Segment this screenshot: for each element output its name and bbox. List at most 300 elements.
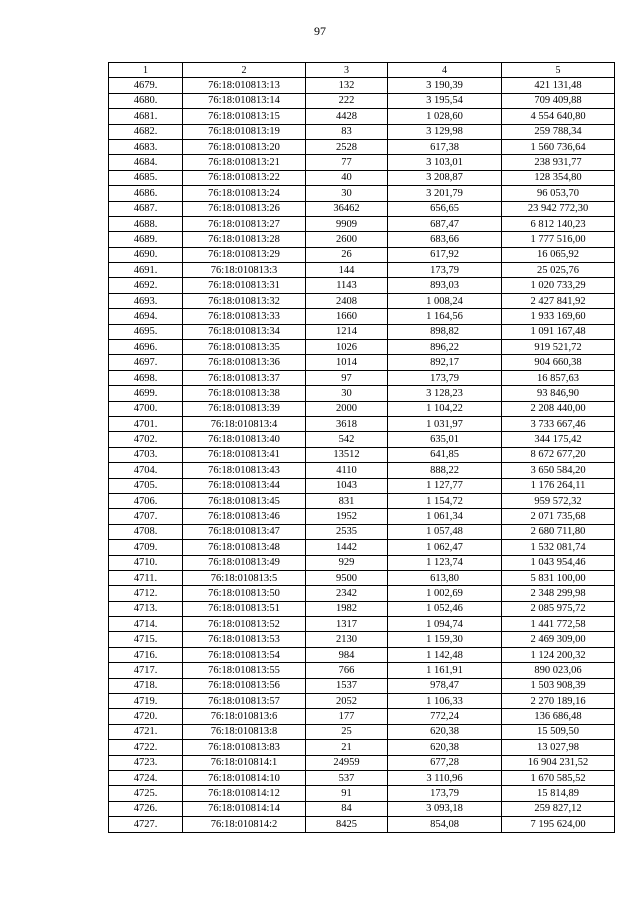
table-cell: 76:18:010813:20 [183,139,306,154]
table-cell: 25 025,76 [502,263,615,278]
table-row [109,370,615,385]
table-row [109,386,615,401]
table-cell: 4722. [109,740,183,755]
table-cell: 1 002,69 [388,586,502,601]
table-cell: 1 159,30 [388,632,502,647]
table-cell: 76:18:010813:8 [183,724,306,739]
table-cell: 3 093,18 [388,801,502,816]
table-row [109,432,615,447]
column-header: 4 [388,63,502,78]
table-cell: 1 164,56 [388,309,502,324]
table-cell: 4724. [109,770,183,785]
table-cell: 2535 [306,524,388,539]
table-cell: 641,85 [388,447,502,462]
table-cell: 3 190,39 [388,78,502,93]
column-header: 1 [109,63,183,78]
table-cell: 4428 [306,109,388,124]
table-cell: 1952 [306,509,388,524]
table-cell: 25 [306,724,388,739]
table-cell: 4695. [109,324,183,339]
table-cell: 3 201,79 [388,186,502,201]
table-cell: 40 [306,170,388,185]
table-cell: 173,79 [388,786,502,801]
table-cell: 4725. [109,786,183,801]
table-cell: 4684. [109,155,183,170]
table-row [109,401,615,416]
table-cell: 4700. [109,401,183,416]
table-cell: 677,28 [388,755,502,770]
table-row [109,139,615,154]
page-number: 97 [314,24,326,38]
table-cell: 2 085 975,72 [502,601,615,616]
table-cell: 2 469 309,00 [502,632,615,647]
table-cell: 76:18:010813:22 [183,170,306,185]
table-cell: 77 [306,155,388,170]
table-row [109,540,615,555]
table-row [109,678,615,693]
table-cell: 76:18:010813:57 [183,694,306,709]
table-cell: 3 129,98 [388,124,502,139]
table-cell: 1 777 516,00 [502,232,615,247]
table-cell: 5 831 100,00 [502,570,615,585]
table-row [109,601,615,616]
table-cell: 76:18:010813:13 [183,78,306,93]
table-cell: 76:18:010813:45 [183,493,306,508]
table-row [109,186,615,201]
table-cell: 4697. [109,355,183,370]
table-cell: 3 650 584,20 [502,463,615,478]
table-cell: 4688. [109,216,183,231]
table-cell: 2000 [306,401,388,416]
table-cell: 893,03 [388,278,502,293]
table-cell: 6 812 140,23 [502,216,615,231]
table-cell: 1 441 772,58 [502,617,615,632]
table-cell: 4689. [109,232,183,247]
table-cell: 1 503 908,39 [502,678,615,693]
table-cell: 4690. [109,247,183,262]
table-cell: 1 532 081,74 [502,540,615,555]
table-cell: 1 560 736,64 [502,139,615,154]
table-cell: 1537 [306,678,388,693]
table-cell: 76:18:010813:28 [183,232,306,247]
table-cell: 1143 [306,278,388,293]
table-cell: 173,79 [388,370,502,385]
table-row [109,109,615,124]
table-cell: 76:18:010813:38 [183,386,306,401]
table-cell: 4708. [109,524,183,539]
table-cell: 76:18:010813:24 [183,186,306,201]
table-cell: 1660 [306,309,388,324]
table-cell: 76:18:010813:47 [183,524,306,539]
table-row [109,493,615,508]
table-cell: 76:18:010814:14 [183,801,306,816]
table-cell: 4727. [109,817,183,832]
table-cell: 76:18:010813:50 [183,586,306,601]
table-cell: 635,01 [388,432,502,447]
table-cell: 30 [306,186,388,201]
table-cell: 4718. [109,678,183,693]
table-cell: 1 094,74 [388,617,502,632]
table-cell: 93 846,90 [502,386,615,401]
table-cell: 4723. [109,755,183,770]
table-cell: 537 [306,770,388,785]
table-cell: 4687. [109,201,183,216]
table-cell: 1 142,48 [388,647,502,662]
table-cell: 16 065,92 [502,247,615,262]
cadastral-table [108,62,615,833]
table-cell: 238 931,77 [502,155,615,170]
table-cell: 542 [306,432,388,447]
table-cell: 76:18:010813:36 [183,355,306,370]
table-cell: 3 110,96 [388,770,502,785]
table-cell: 4712. [109,586,183,601]
table-cell: 4694. [109,309,183,324]
table-cell: 3 733 667,46 [502,416,615,431]
table-row [109,663,615,678]
table-cell: 2 270 189,16 [502,694,615,709]
table-cell: 76:18:010813:39 [183,401,306,416]
table-cell: 76:18:010813:5 [183,570,306,585]
table-cell: 23 942 772,30 [502,201,615,216]
table-cell: 76:18:010813:46 [183,509,306,524]
table-cell: 2 208 440,00 [502,401,615,416]
table-cell: 1026 [306,340,388,355]
table-cell: 4 554 640,80 [502,109,615,124]
table-cell: 1442 [306,540,388,555]
table-cell: 1 933 169,60 [502,309,615,324]
table-cell: 1 043 954,46 [502,555,615,570]
table-cell: 4682. [109,124,183,139]
table-cell: 4706. [109,493,183,508]
table-body [109,63,615,833]
table-cell: 4719. [109,694,183,709]
table-cell: 683,66 [388,232,502,247]
table-cell: 896,22 [388,340,502,355]
table-cell: 617,38 [388,139,502,154]
table-cell: 76:18:010813:29 [183,247,306,262]
table-cell: 76:18:010813:19 [183,124,306,139]
table-cell: 83 [306,124,388,139]
table-cell: 8425 [306,817,388,832]
table-cell: 4680. [109,93,183,108]
table-row [109,216,615,231]
table-row [109,755,615,770]
table-cell: 4715. [109,632,183,647]
table-cell: 4714. [109,617,183,632]
table-cell: 4707. [109,509,183,524]
table-row [109,247,615,262]
table-cell: 3618 [306,416,388,431]
column-header: 3 [306,63,388,78]
table-row [109,201,615,216]
table-cell: 620,38 [388,740,502,755]
table-cell: 2 680 711,80 [502,524,615,539]
table-cell: 76:18:010813:53 [183,632,306,647]
table-cell: 1 123,74 [388,555,502,570]
table-row [109,786,615,801]
table-cell: 76:18:010813:83 [183,740,306,755]
table-cell: 929 [306,555,388,570]
table-cell: 4711. [109,570,183,585]
table-cell: 96 053,70 [502,186,615,201]
table-cell: 76:18:010813:32 [183,293,306,308]
column-header: 5 [502,63,615,78]
table-cell: 4696. [109,340,183,355]
table-row [109,740,615,755]
table-cell: 1043 [306,478,388,493]
table-row [109,416,615,431]
table-cell: 890 023,06 [502,663,615,678]
table-cell: 4702. [109,432,183,447]
table-cell: 8 672 677,20 [502,447,615,462]
table-cell: 9500 [306,570,388,585]
table-row [109,709,615,724]
table-row [109,170,615,185]
table-cell: 76:18:010813:27 [183,216,306,231]
table-cell: 898,82 [388,324,502,339]
table-cell: 76:18:010813:52 [183,617,306,632]
table-cell: 4726. [109,801,183,816]
table-cell: 959 572,32 [502,493,615,508]
table-row [109,770,615,785]
table-cell: 76:18:010813:56 [183,678,306,693]
table-cell: 2 071 735,68 [502,509,615,524]
table-cell: 4686. [109,186,183,201]
table-cell: 4681. [109,109,183,124]
table-row [109,124,615,139]
table-cell: 26 [306,247,388,262]
table-cell: 3 208,87 [388,170,502,185]
table-cell: 76:18:010813:4 [183,416,306,431]
table-cell: 2 427 841,92 [502,293,615,308]
table-row [109,309,615,324]
table-cell: 4717. [109,663,183,678]
table-row [109,293,615,308]
table-cell: 1 008,24 [388,293,502,308]
table-cell: 4685. [109,170,183,185]
table-cell: 76:18:010813:6 [183,709,306,724]
table-cell: 15 509,50 [502,724,615,739]
table-row [109,509,615,524]
table-row [109,586,615,601]
table-cell: 30 [306,386,388,401]
table-cell: 854,08 [388,817,502,832]
table-row [109,263,615,278]
table-cell: 76:18:010814:1 [183,755,306,770]
table-row [109,355,615,370]
table-cell: 1014 [306,355,388,370]
table-cell: 4721. [109,724,183,739]
table-cell: 76:18:010813:41 [183,447,306,462]
table-row [109,463,615,478]
table-cell: 613,80 [388,570,502,585]
table-cell: 97 [306,370,388,385]
table-cell: 978,47 [388,678,502,693]
table-cell: 1 091 167,48 [502,324,615,339]
table-cell: 173,79 [388,263,502,278]
table-cell: 76:18:010813:33 [183,309,306,324]
table-row [109,232,615,247]
table-cell: 919 521,72 [502,340,615,355]
table-cell: 1 106,33 [388,694,502,709]
table-cell: 76:18:010813:48 [183,540,306,555]
table-cell: 772,24 [388,709,502,724]
table-cell: 15 814,89 [502,786,615,801]
table-cell: 1317 [306,617,388,632]
table-cell: 1 028,60 [388,109,502,124]
table-cell: 1 031,97 [388,416,502,431]
table-cell: 36462 [306,201,388,216]
table-cell: 1 124 200,32 [502,647,615,662]
table-cell: 904 660,38 [502,355,615,370]
table-cell: 2528 [306,139,388,154]
column-header: 2 [183,63,306,78]
table-cell: 4716. [109,647,183,662]
table-cell: 3 103,01 [388,155,502,170]
table-cell: 24959 [306,755,388,770]
table-cell: 1 057,48 [388,524,502,539]
table-cell: 617,92 [388,247,502,262]
table-row [109,724,615,739]
table-cell: 1214 [306,324,388,339]
table-cell: 21 [306,740,388,755]
table-cell: 76:18:010813:21 [183,155,306,170]
table-row [109,801,615,816]
table-cell: 76:18:010813:14 [183,93,306,108]
table-cell: 76:18:010813:40 [183,432,306,447]
table-row [109,78,615,93]
table-cell: 9909 [306,216,388,231]
table-cell: 16 904 231,52 [502,755,615,770]
table-cell: 2 348 299,98 [502,586,615,601]
table-cell: 13512 [306,447,388,462]
table-cell: 84 [306,801,388,816]
table-cell: 76:18:010813:37 [183,370,306,385]
table-cell: 4713. [109,601,183,616]
table-cell: 4693. [109,293,183,308]
table-row [109,324,615,339]
table-cell: 76:18:010813:35 [183,340,306,355]
table-cell: 76:18:010814:12 [183,786,306,801]
table-cell: 76:18:010813:51 [183,601,306,616]
table-cell: 1 062,47 [388,540,502,555]
table-cell: 4705. [109,478,183,493]
table-cell: 4691. [109,263,183,278]
table-cell: 76:18:010813:3 [183,263,306,278]
table-cell: 132 [306,78,388,93]
table-cell: 222 [306,93,388,108]
table-cell: 76:18:010813:26 [183,201,306,216]
table-cell: 76:18:010814:2 [183,817,306,832]
table-cell: 1 061,34 [388,509,502,524]
table-row [109,647,615,662]
table-cell: 4692. [109,278,183,293]
table-row [109,694,615,709]
table-cell: 2408 [306,293,388,308]
table-cell: 7 195 624,00 [502,817,615,832]
table-cell: 144 [306,263,388,278]
table-cell: 259 788,34 [502,124,615,139]
table-cell: 76:18:010813:31 [183,278,306,293]
table-row [109,570,615,585]
table-cell: 4679. [109,78,183,93]
table-cell: 76:18:010813:54 [183,647,306,662]
table-cell: 1 052,46 [388,601,502,616]
table-cell: 984 [306,647,388,662]
table-cell: 4683. [109,139,183,154]
table-cell: 1 020 733,29 [502,278,615,293]
table-row [109,340,615,355]
table-cell: 687,47 [388,216,502,231]
table-row [109,278,615,293]
table-row [109,617,615,632]
table-cell: 76:18:010813:34 [183,324,306,339]
table-cell: 259 827,12 [502,801,615,816]
table-cell: 709 409,88 [502,93,615,108]
table-cell: 1 161,91 [388,663,502,678]
table-cell: 1 670 585,52 [502,770,615,785]
table-cell: 76:18:010813:49 [183,555,306,570]
table-cell: 16 857,63 [502,370,615,385]
table-cell: 76:18:010813:55 [183,663,306,678]
table-row [109,555,615,570]
table-row [109,155,615,170]
table-cell: 4701. [109,416,183,431]
table-cell: 1 176 264,11 [502,478,615,493]
table-cell: 344 175,42 [502,432,615,447]
table-cell: 4710. [109,555,183,570]
table-cell: 128 354,80 [502,170,615,185]
table-cell: 620,38 [388,724,502,739]
table-cell: 1 154,72 [388,493,502,508]
table-cell: 2342 [306,586,388,601]
table-row [109,632,615,647]
table-cell: 13 027,98 [502,740,615,755]
table-cell: 1982 [306,601,388,616]
table-cell: 4709. [109,540,183,555]
table-cell: 831 [306,493,388,508]
table-cell: 892,17 [388,355,502,370]
table-row [109,524,615,539]
table-cell: 4698. [109,370,183,385]
table-cell: 91 [306,786,388,801]
table-cell: 1 104,22 [388,401,502,416]
table-cell: 1 127,77 [388,478,502,493]
table-cell: 766 [306,663,388,678]
table-cell: 3 128,23 [388,386,502,401]
table-cell: 4720. [109,709,183,724]
table-row [109,478,615,493]
table-cell: 4699. [109,386,183,401]
table-cell: 2600 [306,232,388,247]
table-cell: 76:18:010813:44 [183,478,306,493]
table-cell: 888,22 [388,463,502,478]
table-cell: 3 195,54 [388,93,502,108]
table-cell: 421 131,48 [502,78,615,93]
table-cell: 4704. [109,463,183,478]
table-header-row [109,63,615,78]
table-cell: 656,65 [388,201,502,216]
table-cell: 4110 [306,463,388,478]
table-cell: 2130 [306,632,388,647]
table-row [109,447,615,462]
table-cell: 76:18:010813:43 [183,463,306,478]
table-cell: 76:18:010813:15 [183,109,306,124]
table-row [109,93,615,108]
table-cell: 4703. [109,447,183,462]
table-cell: 177 [306,709,388,724]
table-cell: 76:18:010814:10 [183,770,306,785]
